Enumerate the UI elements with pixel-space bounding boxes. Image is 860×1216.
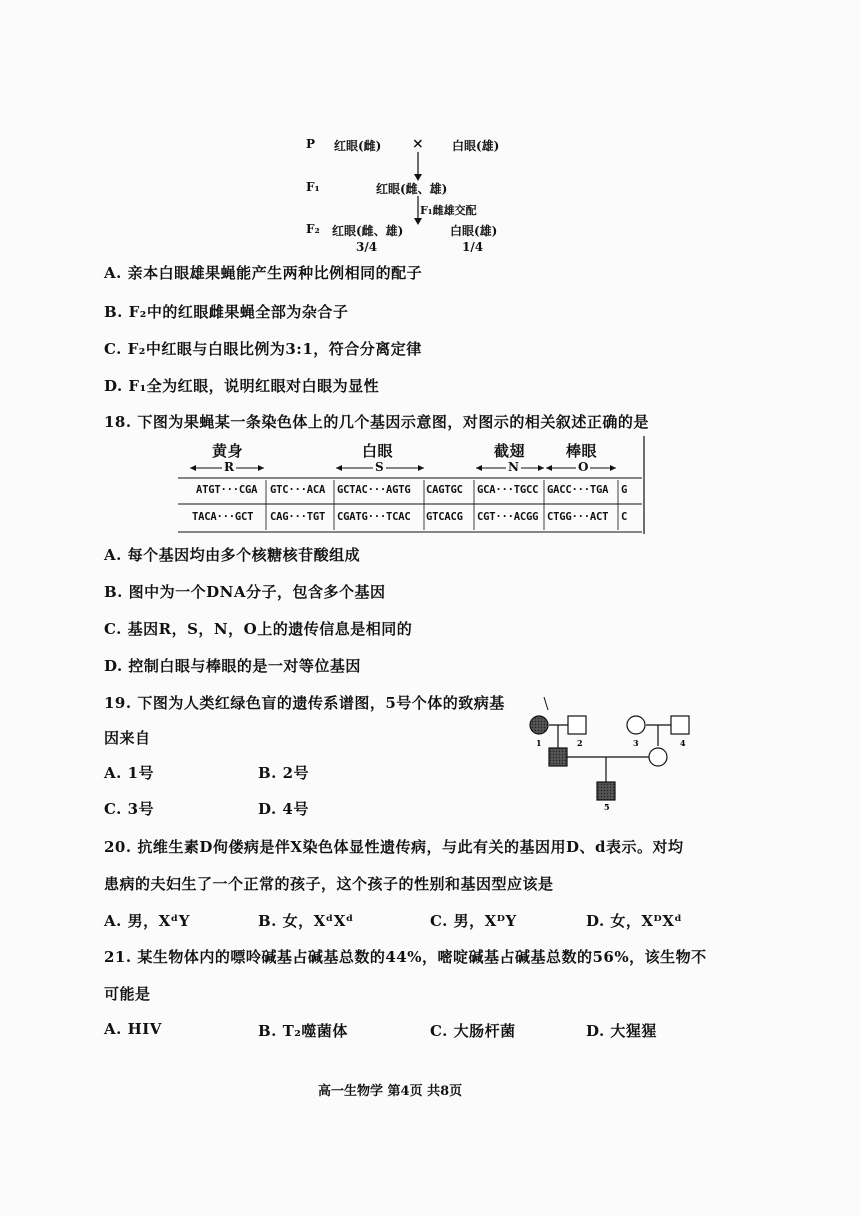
q20-option-c: C. 男，XᴰY <box>430 912 517 930</box>
cross-f2-label: F₂ <box>306 222 320 236</box>
q19-option-c: C. 3号 <box>104 800 155 818</box>
pedigree-gen2-female <box>649 748 667 766</box>
cross-p-label: P <box>306 137 316 151</box>
strand-top-segment: GCA···TGCC <box>477 484 539 496</box>
cross-f1-label: F₁ <box>306 180 320 194</box>
cross-sign: × <box>412 136 424 152</box>
pedigree-individual-4 <box>671 716 689 734</box>
pedigree-individual-1 <box>530 716 548 734</box>
q20-option-a: A. 男，XᵈY <box>104 912 190 930</box>
strand-bottom-segment: C <box>621 511 628 523</box>
q19-stem-line1: 19. 下图为人类红绿色盲的遗传系谱图，5号个体的致病基 <box>104 694 505 712</box>
q18-option-d: D. 控制白眼与棒眼的是一对等位基因 <box>104 657 361 675</box>
q19-stem-line2: 因来自 <box>104 729 151 747</box>
q18-option-c: C. 基因R，S，N，O上的遗传信息是相同的 <box>104 620 413 638</box>
pedigree-number: 1 <box>536 738 542 748</box>
strand-top-segment: GCTAC···AGTG <box>337 484 411 496</box>
strand-bottom-segment: CTGG···ACT <box>547 511 609 523</box>
q18-stem: 18. 下图为果蝇某一条染色体上的几个基因示意图，对图示的相关叙述正确的是 <box>104 413 649 431</box>
cross-f2-red-ratio: 3/4 <box>356 240 378 254</box>
q20-stem-line1: 20. 抗维生素D佝偻病是伴X染色体显性遗传病，与此有关的基因用D、d表示。对均 <box>104 838 684 856</box>
q21-option-d: D. 大猩猩 <box>586 1022 657 1040</box>
pedigree-individual-2 <box>568 716 586 734</box>
trait-label: 棒眼 <box>566 442 598 460</box>
strand-top-segment: CAGTGC <box>426 484 463 496</box>
q19-option-b: B. 2号 <box>258 764 310 782</box>
pedigree-individual-3 <box>627 716 645 734</box>
q21-stem-line2: 可能是 <box>104 985 151 1003</box>
q17-option-d: D. F₁全为红眼，说明红眼对白眼为显性 <box>104 377 380 395</box>
pedigree-individual-5 <box>597 782 615 800</box>
gene-label-r: R <box>224 460 234 474</box>
page-footer: 高一生物学 第4页 共8页 <box>318 1084 463 1099</box>
trait-label: 黄身 <box>212 442 244 460</box>
q17-option-a: A. 亲本白眼雄果蝇能产生两种比例相同的配子 <box>104 264 423 282</box>
q17-option-c: C. F₂中红眼与白眼比例为3:1，符合分离定律 <box>104 340 422 358</box>
q20-option-b: B. 女，XᵈXᵈ <box>258 912 354 930</box>
q20-stem-line2: 患病的夫妇生了一个正常的孩子，这个孩子的性别和基因型应该是 <box>104 875 554 893</box>
gene-label-o: O <box>578 460 589 474</box>
q21-option-c: C. 大肠杆菌 <box>430 1022 516 1040</box>
cross-p-male: 白眼(雄) <box>452 139 500 153</box>
gene-label-n: N <box>508 460 519 474</box>
pedigree-number: 2 <box>577 738 583 748</box>
q18-option-b: B. 图中为一个DNA分子，包含多个基因 <box>104 583 386 601</box>
cross-f2-red: 红眼(雌、雄) <box>332 224 404 238</box>
q20-option-d: D. 女，XᴰXᵈ <box>586 912 683 930</box>
cross-f1-mate: F₁雌雄交配 <box>420 204 477 217</box>
q18-option-a: A. 每个基因均由多个核糖核苷酸组成 <box>104 546 361 564</box>
strand-bottom-segment: CGT···ACGG <box>477 511 539 523</box>
strand-top-segment: ATGT···CGA <box>196 484 258 496</box>
gene-label-s: S <box>375 460 384 474</box>
q17-option-b: B. F₂中的红眼雌果蝇全部为杂合子 <box>104 303 349 321</box>
strand-bottom-segment: CGATG···TCAC <box>337 511 411 523</box>
strand-top-segment: GACC···TGA <box>547 484 609 496</box>
strand-bottom-segment: GTCACG <box>426 511 463 523</box>
q21-option-a: A. HIV <box>104 1020 162 1038</box>
q21-option-b: B. T₂噬菌体 <box>258 1022 348 1040</box>
pedigree-number: 5 <box>604 802 610 812</box>
cross-p-female: 红眼(雌) <box>334 139 382 153</box>
pedigree-gen2-male <box>549 748 567 766</box>
strand-top-segment: GTC···ACA <box>270 484 326 496</box>
pedigree-number: 3 <box>633 738 639 748</box>
pedigree-number: 4 <box>680 738 686 748</box>
trait-label: 截翅 <box>494 442 526 460</box>
q21-stem-line1: 21. 某生物体内的嘌呤碱基占碱基总数的44%，嘧啶碱基占碱基总数的56%，该生物不 <box>104 948 707 966</box>
q19-option-a: A. 1号 <box>104 764 155 782</box>
cross-f1-text: 红眼(雌、雄) <box>376 182 448 196</box>
q19-option-d: D. 4号 <box>258 800 309 818</box>
strand-bottom-segment: CAG···TGT <box>270 511 326 523</box>
cross-f2-white: 白眼(雄) <box>450 224 498 238</box>
strand-top-segment: G <box>621 484 628 496</box>
trait-label: 白眼 <box>362 442 394 460</box>
strand-bottom-segment: TACA···GCT <box>192 511 254 523</box>
cross-f2-white-ratio: 1/4 <box>462 240 484 254</box>
